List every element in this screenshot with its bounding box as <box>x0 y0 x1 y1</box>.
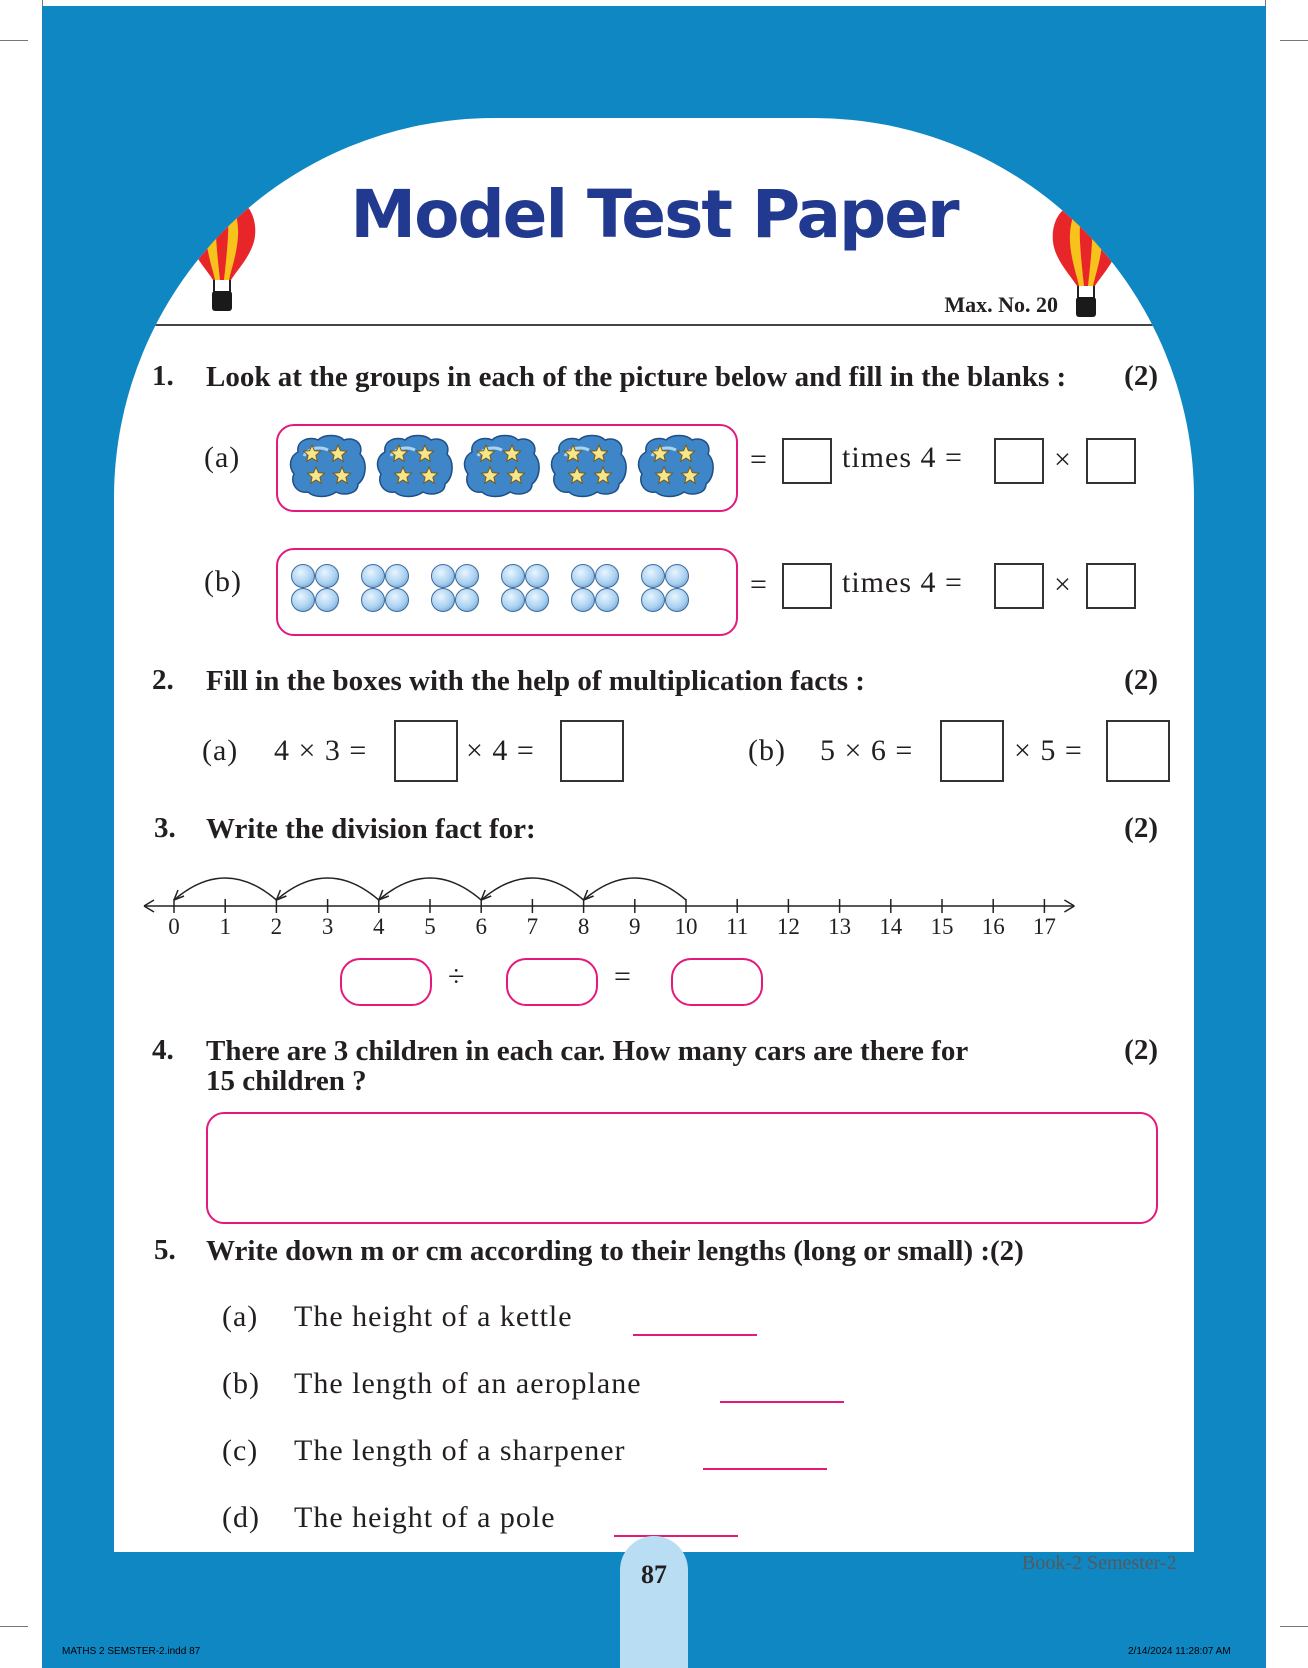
q2b-middle: × 5 = <box>1014 734 1083 767</box>
tick-label: 14 <box>879 914 903 939</box>
q1-number: 1. <box>152 360 174 392</box>
q4-answer-area[interactable] <box>206 1112 1158 1224</box>
q5d-label: (d) <box>222 1501 260 1534</box>
tick-label: 0 <box>168 914 180 939</box>
q2a-label: (a) <box>202 734 239 767</box>
q5a-answer-blank[interactable] <box>633 1304 757 1336</box>
q3-dividend-box[interactable] <box>340 958 432 1006</box>
q2-number: 2. <box>152 664 174 696</box>
jump-arc <box>481 878 583 900</box>
q2a-answer-box-1[interactable] <box>394 720 458 782</box>
q2a-middle: × 4 = <box>466 734 535 767</box>
ring-icon <box>501 564 525 588</box>
q5b-text: The length of an aeroplane <box>294 1367 642 1400</box>
ring-icon <box>431 564 455 588</box>
q4-number: 4. <box>152 1034 174 1066</box>
ring-icon <box>665 564 689 588</box>
q5-text: Write down m or cm according to their lengths (long or small) :(2) <box>206 1235 1024 1267</box>
max-marks: Max. No. 20 <box>944 292 1058 317</box>
header-rule <box>114 324 1194 326</box>
q5d-answer-blank[interactable] <box>614 1505 738 1537</box>
q1a-multiply-sign: × <box>1054 443 1072 476</box>
ring-icon <box>361 564 385 588</box>
q1b-times-text: times 4 = <box>842 566 963 599</box>
footer-file-name: MATHS 2 SEMSTER-2.indd 87 <box>62 1646 201 1657</box>
q4-text-line2: 15 children ? <box>206 1065 367 1097</box>
tick-label: 16 <box>981 914 1005 939</box>
star-cloud-icon <box>375 432 455 498</box>
page-number-tab <box>620 1536 688 1668</box>
jump-arc <box>174 878 276 900</box>
tick-label: 9 <box>629 914 641 939</box>
q2a-answer-box-2[interactable] <box>560 720 624 782</box>
q2b-answer-box-2[interactable] <box>1106 720 1170 782</box>
q1b-factor1-box[interactable] <box>994 563 1044 609</box>
ring-icon <box>455 564 479 588</box>
jump-arc <box>379 878 481 900</box>
tick-label: 17 <box>1032 914 1056 939</box>
q3-marks: (2) <box>1124 812 1158 844</box>
tick-label: 11 <box>726 914 749 939</box>
q1b-equals: = <box>750 568 768 601</box>
tick-label: 15 <box>930 914 954 939</box>
ring-icon <box>385 564 409 588</box>
tick-label: 3 <box>321 914 334 939</box>
ring-icon <box>291 588 315 612</box>
q2a-expression: 4 × 3 = <box>274 734 368 767</box>
q3-divisor-box[interactable] <box>506 958 598 1006</box>
worksheet-card <box>114 118 1194 1552</box>
q5a-label: (a) <box>222 1300 259 1333</box>
ring-icon <box>571 588 595 612</box>
q5c-label: (c) <box>222 1434 259 1467</box>
ring-icon <box>315 588 339 612</box>
ring-icon <box>455 588 479 612</box>
q4-text-line1: There are 3 children in each car. How many cars are there for <box>206 1035 969 1067</box>
q1a-label: (a) <box>204 441 241 474</box>
q5d-text: The height of a pole <box>294 1501 556 1534</box>
crop-mark <box>1280 40 1308 41</box>
jump-arc <box>276 878 378 900</box>
hot-air-balloon-icon <box>185 194 259 314</box>
q2b-label: (b) <box>748 734 786 767</box>
ring-icon <box>525 588 549 612</box>
crop-mark <box>0 40 28 41</box>
q1a-factor2-box[interactable] <box>1086 438 1136 484</box>
ring-icon <box>525 564 549 588</box>
q5b-answer-blank[interactable] <box>720 1371 844 1403</box>
q1a-times-text: times 4 = <box>842 441 963 474</box>
crop-mark <box>0 1626 28 1627</box>
q1b-factor2-box[interactable] <box>1086 563 1136 609</box>
q5-number: 5. <box>154 1234 176 1266</box>
page-number: 87 <box>641 1560 667 1589</box>
q1a-equals: = <box>750 443 768 476</box>
tick-label: 5 <box>424 914 436 939</box>
q1a-groups-answer-box[interactable] <box>782 438 832 484</box>
q5c-answer-blank[interactable] <box>703 1438 827 1470</box>
hot-air-balloon-icon <box>1049 200 1123 320</box>
tick-label: 1 <box>219 914 231 939</box>
ring-icon <box>641 588 665 612</box>
q5a-text: The height of a kettle <box>294 1300 573 1333</box>
tick-label: 8 <box>577 914 590 939</box>
tick-label: 10 <box>674 914 698 939</box>
q2-text: Fill in the boxes with the help of multiplication facts : <box>206 665 865 697</box>
book-label: Book-2 Semester-2 <box>1022 1552 1177 1574</box>
ring-icon <box>571 564 595 588</box>
ring-icon <box>431 588 455 612</box>
tick-label: 6 <box>475 914 487 939</box>
q1-marks: (2) <box>1124 360 1158 392</box>
star-cloud-icon <box>636 432 716 498</box>
q5c-text: The length of a sharpener <box>294 1434 626 1467</box>
q3-quotient-box[interactable] <box>671 958 763 1006</box>
ring-icon <box>641 564 665 588</box>
q1b-groups-answer-box[interactable] <box>782 563 832 609</box>
q4-marks: (2) <box>1124 1034 1158 1066</box>
q3-number: 3. <box>154 812 176 844</box>
star-cloud-icon <box>462 432 542 498</box>
ring-icon <box>501 588 525 612</box>
tick-label: 12 <box>776 914 800 939</box>
tick-label: 7 <box>526 914 539 939</box>
star-cloud-icon <box>288 432 368 498</box>
q2b-expression: 5 × 6 = <box>820 734 914 767</box>
ring-icon <box>665 588 689 612</box>
ring-icon <box>315 564 339 588</box>
ring-icon <box>385 588 409 612</box>
q5b-label: (b) <box>222 1367 260 1400</box>
q1-text: Look at the groups in each of the picture below and fill in the blanks : <box>206 361 1067 393</box>
jump-arc <box>584 878 686 900</box>
ring-icon <box>361 588 385 612</box>
q1a-factor1-box[interactable] <box>994 438 1044 484</box>
tick-label: 2 <box>270 914 283 939</box>
crop-mark <box>1280 1626 1308 1627</box>
q1b-multiply-sign: × <box>1054 568 1072 601</box>
page-title: Model Test Paper <box>350 176 958 253</box>
q3-divide-sign: ÷ <box>448 960 466 993</box>
q2-marks: (2) <box>1124 664 1158 696</box>
footer-timestamp: 2/14/2024 11:28:07 AM <box>1128 1646 1231 1657</box>
tick-label: 4 <box>373 914 385 939</box>
q1b-label: (b) <box>204 565 242 598</box>
q3-equals-sign: = <box>614 960 632 993</box>
tick-label: 13 <box>828 914 852 939</box>
ring-icon <box>595 564 619 588</box>
q2b-answer-box-1[interactable] <box>940 720 1004 782</box>
ring-icon <box>595 588 619 612</box>
ring-icon <box>291 564 315 588</box>
q3-text: Write the division fact for: <box>206 813 536 845</box>
star-cloud-icon <box>549 432 629 498</box>
